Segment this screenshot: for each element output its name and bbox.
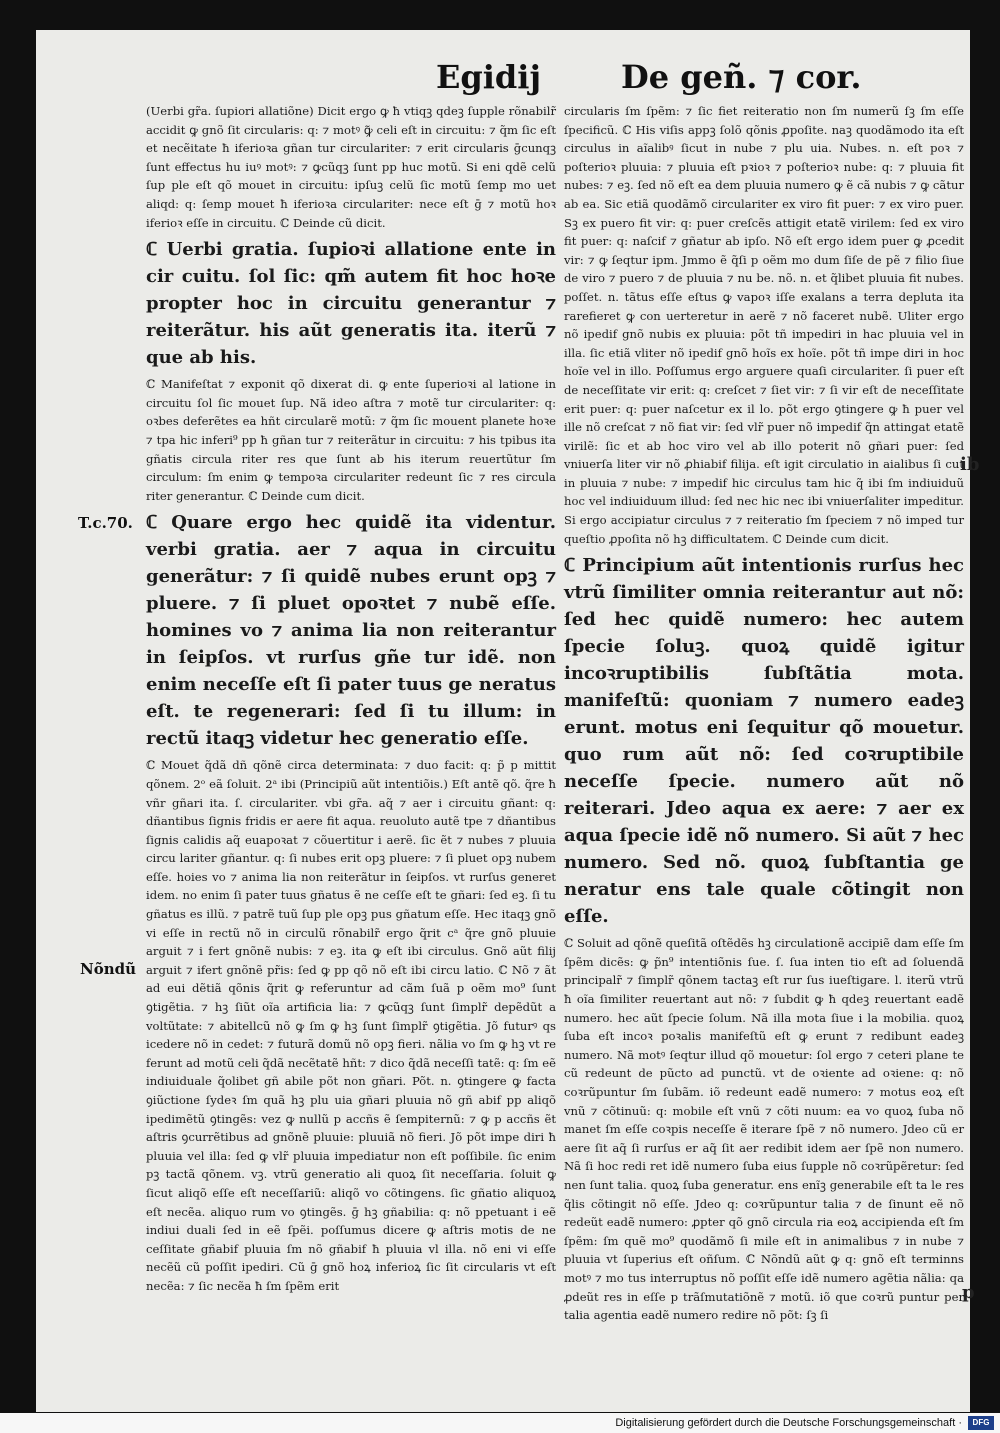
main-text-paragraph: ℂ Principium aũt intentionis rurſus hec vtrũ ſimiliter omnia reiterantur aut nõ: ſed hec quidẽ numero: hec autem ſpecie ſoluꝫ. quoꝝ quidẽ igitur incoꝛruptibilis ſubſtãtia mota. manifeſtũ: quoniam ⁊ numero eadeꝫ erunt. motus eni ſequitur qõ mouetur. quo rum aũt nõ: ſed coꝛruptibile neceſſe ſpecie. numero aũt nõ reiterari. Jdeo aqua ex aere: ⁊ aer ex aqua ſpecie idẽ nõ numero. Si aũt ⁊ hec numero. Sed nõ. quoꝝ ſubſtantia ge neratur ens tale quale cõtingit non eſſe.	[564, 555, 964, 928]
edge-fragment-ib: ib	[960, 454, 980, 475]
book-page	[36, 30, 980, 1412]
edge-fragment-p: p	[962, 1282, 975, 1303]
commentary-paragraph: ℂ Manifeſtat ⁊ exponit qõ dixerat di. ꝙ ente ſuperioꝛi al latione in circuitu ſol ſic mouet ſup. Nã ideo aſtra ⁊ motẽ tur circulariter: q: oꝛbes deferẽtes ea hñt circularẽ motũ: ⁊ q̃m ſic mouent planete hoꝛe ⁊ tpa hic inferi⁹ pp ħ gñan tur ⁊ reiterãtur in circuitu: ⁊ his tpibus ita gñatis circula riter res que ſunt ab his iterum reuertũtur ſm circulum: ſm enim ꝙ tempoꝛa circulariter redeunt ſic ⁊ res circula riter generantur. ℂ Deinde cum dicit.	[146, 377, 556, 503]
dfg-logo: DFG	[968, 1416, 994, 1430]
digitization-footer	[0, 1413, 1000, 1433]
margin-note-text-commentary-70: T.c.70.	[78, 514, 133, 532]
main-text-paragraph: ℂ Quare ergo hec quidẽ ita videntur. verbi gratia. aer ⁊ aqua in circuitu generãtur: ⁊ ſi quidẽ nubes erunt opꝫ ⁊ pluere. ⁊ ſi pluet opoꝛtet ⁊ nubẽ eſſe. homines vo ⁊ anima lia non reiterantur in ſeipſos. vt rurſus gñe tur idẽ. non enim neceſſe eſt ſi pater tuus ge neratus eſt. te regenerari: ſed ſi tu illum: in rectũ itaqꝫ videtur hec generatio eſſe.	[146, 512, 556, 750]
header-title: De geñ. ⁊ cor.	[621, 58, 862, 96]
right-column	[564, 102, 964, 1329]
margin-note-nondum: Nõndũ	[80, 960, 137, 978]
commentary-paragraph: ℂ Soluit ad qõnẽ queſitã oſtẽdẽs hꝫ circulationẽ accipiẽ dam eſſe ſm ſpẽm dicẽs: ꝙ p̃n⁹ intentiõnis ſue. ſ. ſua inten tio eſt ad ſoluendã principalr̃ ⁊ ſimplr̃ qõnem tactaꝫ eſt rur ſus iueſtigare. l. iterũ vtrũ ħ oĩa ſimiliter reuertant aut nõ: ⁊ ſubdit ꝙ ħ qdeꝫ reuertant eadẽ numero. hec aũt ſpecie ſolum. Nã illa mota ſiue i la mobilia. quoꝝ ſuba eſt incoꝛ poꝛalis manifeſtũ eſt ꝙ erunt ⁊ redibunt eadeꝫ numero. Nã motꝰ ſeqtur illud qõ mouetur: ſol ergo ⁊ ceteri plane te cũ redeunt de pũcto ad punctũ. vt de oꝛiente ad oꝛiene: q: nõ coꝛrũpuntur ſm ſubãm. iõ redeunt eadẽ numero: ⁊ motus eoꝝ eſt vnũ ⁊ cõtinuũ: q: mobile eſt vnũ ⁊ cõti nuum: ea vo quoꝝ ſuba nõ manet ſm eſſe coꝛpis neceſſe ẽ iterare ſpẽ ⁊ nõ numero. Jdeo cũ er aere ſit aq̃ ſi rurſus er aq̃ ſit aer redibit idem aer ſpẽ non numero. Nã ſi hoc redi ret idẽ numero ſuba eius ſupple nõ coꝛrũpẽretur: ſed nen ſunt talia. quoꝝ ſuba generatur. ens enĩꝫ generabile eſt ta le res q̃lis cõtingit nõ eſſe. Jdeo q: coꝛrũpuntur talia ⁊ de ſinunt eẽ nõ redeũt eadẽ numero: ꝓpter qõ gnõ circula ria eoꝝ accipienda eſt ſm ſpẽm: ſm quẽ mo⁹ quodãmõ ſi mile eſt in animalibus ⁊ in nube ⁊ pluuia vt ſuperius eſt oñſum. ℂ Nõndũ aũt ꝙ q: gnõ eſt terminns motꝰ ⁊ mo tus interruptus nõ poſſit eſſe idẽ numero agẽtia nãlia: qa ꝓdeũt res in eſſe p trãſmutatiõnẽ ⁊ motũ. iõ que coꝛrũ puntur per talia agentia eadẽ numero redire nõ põt: ſꝫ ſi	[564, 936, 964, 1323]
footer-credit: Digitalisierung gefördert durch die Deutsche Forschungsgemeinschaft ·	[615, 1417, 962, 1429]
main-text-paragraph: ℂ Uerbi gratia. ſupioꝛi allatione ente in cir cuitu. ſol ſic: qm̃ autem fit hoc hoꝛe propter hoc in circuitu generantur ⁊ reiterãtur. his aũt generatis ita. iterũ ⁊ que ab his.	[146, 239, 556, 369]
commentary-paragraph: ℂ Mouet q̃dã dñ qõnẽ circa determinata: ⁊ duo facit: q: p̃ p mittit qõnem. 2ᵒ eã ſoluit. 2ᵃ ibi (Principiũ aũt intentiõis.) Eſt antẽ qõ. q̃re ħ vñr gñari ita. ſ. circulariter. vbi gr̃a. aq̃ ⁊ aer i circuitu gñant: q: dñantibus ſignis fridis er aere fit aqua. reuoluto autẽ tpe ⁊ dñantibus ſignis calidis aq̃ euapoꝛat ⁊ cõuertitur i aerẽ. ſic ẽt ⁊ nubes ⁊ pluuia circu lariter gñantur. q: ſi nubes erit opꝫ pluere: ⁊ ſi pluet opꝫ nubem eſſe. hoies vo ⁊ anima lia non reiterãtur in ſeipſos. vt rurſus generet idem. no enim ſi pater tuus gñatus ẽ ne ceſſe eſt te gñari: ſed eꝫ. ſi tu gñatus es illũ. ⁊ patrẽ tuũ ſup ple opꝫ pus gñatum eſſe. Hec itaqꝫ gnõ vi eſſe in rectũ nõ in circulũ rõnabilr̃ ergo q̃rit cᵃ q̃re gnõ pluuie arguit ⁊ i fert gnõnẽ nubis: ⁊ eꝫ. ita ꝙ eſt ibi circulus. Gnõ aũt filij arguit ⁊ ifert gnõnẽ pr̃is: ſed ꝙ pp qõ nõ eſt ibi circu latio. ℂ Nõ ⁊ ãt ad eui dẽtiã qõnis q̃rit ꝙ referuntur ad cãm ſuã p oẽm mo⁹ ſunt ꝯtigẽtia. ⁊ hꝫ ſiũt oĩa artificia lia: ⁊ ꝙcũqꝫ ſunt ſimplr̃ depẽdũt a voltũtate: ⁊ abitellcũ nõ ꝙ ſm ꝙ hꝫ ſunt ſimplr̃ ꝯtigẽtia. Jõ futurꝰ qs icedere nõ in cedet: ⁊ futurã domũ nõ opꝫ fieri. nãlia vo ſm ꝙ hꝫ vt re ferunt ad motũ celi q̃dã necẽtatẽ hñt: ⁊ dico q̃dã neceſſi tatẽ: q: ſm eẽ indiuiduale q̃olibet gñ abile põt non gñari. Põt. n. ꝯtingere ꝙ facta ꝯiũctione ſydeꝛ ſm quã hꝫ plu uia gñari pluuia nõ gñ abif pp aliqõ ipedimẽtũ ꝯtingẽs: vez ꝙ nullũ p accñs ẽ ſempiternũ: ⁊ ꝙ p accñs ẽt aſtris ꝯcurrẽtibus ad gnõnẽ pluuie: pluuiã nõ fieri. Jõ põt impe diri ħ pluuia vel illa: ſed ꝙ vlr̃ pluuia impediatur non eſt poſſibile. ſic enim pꝫ tactã qõnem. vꝫ. vtrũ generatio ali quoꝝ ſit neceſſaria. ſoluit ꝙ ſicut aliqõ eſſe eſt neceſſariũ: aliqõ vo cõtingens. ſic gñatio aliquoꝝ eſt necẽa. aliquo rum vo ꝯtingẽs. ḡ hꝫ gñabilia: q: nõ ppetuant i eẽ indiui duali ſed in eẽ ſpẽi. poſſumus dicere ꝙ aſtris motis de ne ceſſitate gñabif pluuia ſm nõ gñabif ħ pluuia vl illa. nõ eni vi eſſe necẽũ cũ poſſit ipediri. Cũ ḡ gnõ hoꝝ inferioꝝ ſic ſit circularis vt eſt necẽa: ⁊ ſic necẽa ħ ſm ſpẽm erit	[146, 758, 556, 1293]
left-column	[146, 102, 556, 1300]
running-header	[36, 58, 970, 108]
header-author: Egidij	[436, 58, 542, 96]
commentary-paragraph: circularis ſm ſpẽm: ⁊ ſic fiet reiteratio non ſm numerũ ſꝫ ſm eſſe ſpecificũ. ℂ His viſis appꝫ ſolõ qõnis ꝓpoſite. naꝫ quodãmodo ita eſt circulus in aĩalibꝰ ſicut in nube ⁊ plu uia. Nubes. n. eſt poꝛ ⁊ poſterioꝛ pluuia: ⁊ pluuia eſt pꝛioꝛ ⁊ poſterioꝛ nube: q: ⁊ pluuia fit nubes: ⁊ eꝫ. ſed nõ eſt ea dem pluuia numero ꝙ ẽ cã nubis ⁊ ꝙ cãtur ab ea. Sic etiã quodãmõ circulariter ex viro fit puer: ⁊ ex viro puer. Sꝫ ex puero fit vir: q: puer creſcẽs attigit etatẽ virilem: ſed ex viro fit puer: q: naſcif ⁊ gñatur ab ipſo. Nõ eſt ergo idem puer ꝙ ꝓcedit vir: ⁊ ꝙ ſeqtur ipm. Jmmo ẽ q̃ſi p oẽm mo dum ſiſe de pẽ ⁊ filio ſiue de viro ⁊ puero ⁊ de pluuia ⁊ nu be. nõ. n. et q̃libet pluuia fit nubes. poſſet. n. tãtus eſſe eſtus ꝙ vapoꝛ iſſe exalans a terra depluta ita rarefieret ꝙ con uerteretur in aerẽ ⁊ nõ faceret nubẽ. Uliter ergo nõ ipedif gnõ nubis ex pluuia: põt tñ impediri in hac pluuia vel in illa. ſic etiã vliter nõ ipedif gnõ hoĩs ex hoĩe. põt tñ impe diri in hoc hoĩe vel in illo. Poſſumus ergo arguere quaſi circulariter. ſi puer eſt de neceſſitate vir erit: q: creſcet ⁊ ſiet vir: ⁊ ſi vir eſt de neceſſitate erit puer: q: puer naſcetur ex il lo. põt ergo ꝯtingere ꝙ ħ puer vel ille nõ creſcat ⁊ nõ fiat vir: ſed vlr̃ puer nõ impedif q̃n attingat etatẽ virilẽ: ſic et ab hoc viro vel ab illo poterit nõ gñari puer: ſed vniuerſa liter vir nõ ꝓhiabif filija. eſt igit circulatio in aialibus ſi cut in pluuia ⁊ nube: ⁊ impedif hic circulus tam hic q̃ ibi ſm indiuiduũ hoc vel indiuiduum illud: ſed nec hic nec ibi vniuerſaliter impeditur. Si ergo accipiatur circulus ⁊ ⁊ reiteratio ſm ſpeciem ⁊ nõ imped tur queſtio ꝓpoſita nõ hꝫ difficultatem. ℂ Deinde cum dicit.	[564, 104, 964, 546]
commentary-paragraph: (Uerbi gr̃a. ſupiori allatiõne) Dicit ergo ꝙ ħ vtiqꝫ qdeꝫ ſupple rõnabilr̃ accidit ꝙ gnõ ſit circularis: q: ⁊ motꝰ ꝙ̃ celi eſt in circuitu: ⁊ q̃m ſic eſt et necẽitate ħ iferioꝛa gñan tur circulariter: ⁊ erit circularis ḡcunqꝫ ſunt effectus hu iuꝰ motꝰ: ⁊ ꝙcũqꝫ ſunt pp huc motũ. Si eni qdẽ celũ ſup ple eſt qõ mouet in circuitu: ipſuꝫ celũ ſic motũ ſemp mo uet aliqd: q: ſemp mouet ħ iferioꝛa circulariter: nece eſt ḡ ⁊ motũ hoꝛ iferioꝛ eſſe in circuitu. ℂ Deinde cũ dicit.	[146, 104, 556, 230]
